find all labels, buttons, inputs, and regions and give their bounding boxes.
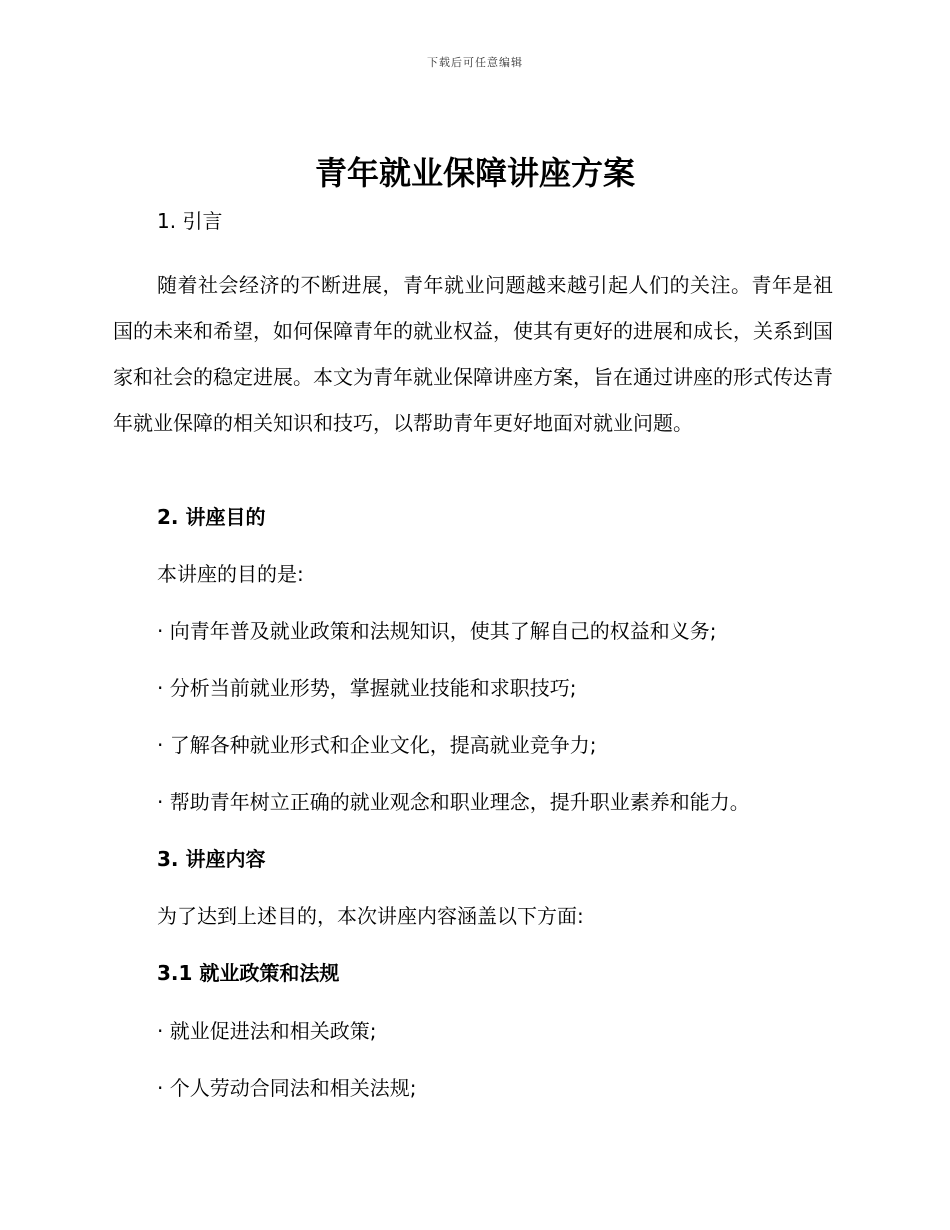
policy-item-2: · 个人劳动合同法和相关法规; — [157, 1076, 417, 1100]
purpose-item-3: · 了解各种就业形式和企业文化，提高就业竞争力; — [157, 733, 597, 757]
document-title: 青年就业保障讲座方案 — [314, 154, 635, 192]
section-heading-content: 3. 讲座内容 — [157, 847, 266, 871]
policy-item-1: · 就业促进法和相关政策; — [157, 1019, 377, 1043]
section-heading-intro: 1. 引言 — [157, 209, 223, 233]
intro-paragraph: 随着社会经济的不断进展，青年就业问题越来越引起人们的关注。青年是祖国的未来和希望，如何保障青年的就业权益，使其有更好的进展和成长，关系到国家和社会的稳定进展。本文为青年就业保障讲座方案，旨在通过讲座的形式传达青年就业保障的相关知识和技巧，以帮助青年更好地面对就业问题。 — [113, 273, 833, 435]
content-lead: 为了达到上述目的，本次讲座内容涵盖以下方面: — [157, 904, 584, 928]
page-header-note: 下载后可任意编辑 — [427, 56, 523, 69]
purpose-item-1: · 向青年普及就业政策和法规知识，使其了解自己的权益和义务; — [157, 619, 717, 643]
purpose-item-2: · 分析当前就业形势，掌握就业技能和求职技巧; — [157, 676, 577, 700]
purpose-lead: 本讲座的目的是: — [157, 562, 304, 586]
section-heading-purpose: 2. 讲座目的 — [157, 505, 266, 529]
subsection-heading-policy: 3.1 就业政策和法规 — [157, 961, 340, 985]
purpose-item-4: · 帮助青年树立正确的就业观念和职业理念，提升职业素养和能力。 — [157, 790, 750, 814]
